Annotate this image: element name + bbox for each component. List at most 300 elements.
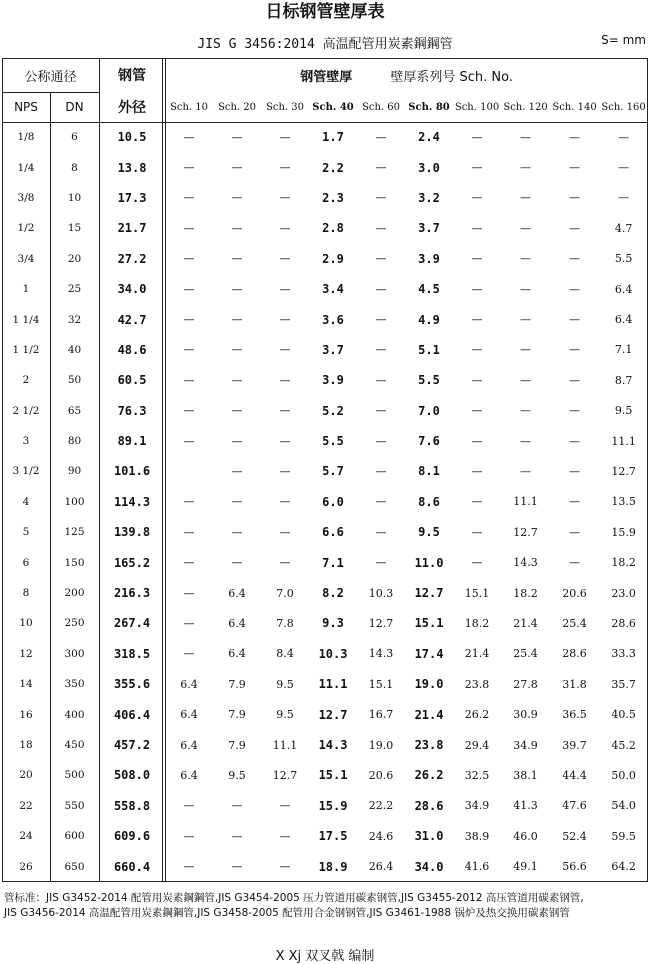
thickness-cell: — xyxy=(279,799,291,813)
column-rule xyxy=(99,58,100,882)
thickness-cell: — xyxy=(520,404,532,418)
outer-diameter-cell: 13.8 xyxy=(117,160,147,175)
row-rule xyxy=(2,122,648,123)
thickness-cell: 9.5 xyxy=(228,768,246,782)
subtitle-bar xyxy=(0,30,650,52)
thickness-cell: 15.1 xyxy=(368,677,394,691)
thickness-cell: — xyxy=(231,221,243,235)
thickness-cell: 8.4 xyxy=(276,647,294,661)
thickness-cell: — xyxy=(520,221,532,235)
thickness-cell: 28.6 xyxy=(611,616,636,630)
thickness-cell: — xyxy=(375,282,387,296)
thickness-cell: 16.7 xyxy=(368,708,394,722)
thickness-cell: — xyxy=(231,252,243,266)
thickness-cell: 21.4 xyxy=(513,616,538,630)
thickness-cell: — xyxy=(231,799,243,813)
dn-cell: 200 xyxy=(64,587,85,600)
outer-diameter-cell: 60.5 xyxy=(117,373,147,388)
thickness-cell: — xyxy=(279,464,291,478)
thickness-cell: 4.9 xyxy=(418,312,440,327)
thickness-cell: — xyxy=(183,221,195,235)
thickness-cell: — xyxy=(569,221,581,235)
thickness-cell: 33.3 xyxy=(611,647,636,661)
thickness-cell: 3.4 xyxy=(322,282,344,297)
thickness-cell: — xyxy=(569,343,581,357)
thickness-cell: — xyxy=(520,130,532,144)
dn-cell: 6 xyxy=(71,131,78,144)
thickness-cell: — xyxy=(183,434,195,448)
page-title: 日标钢管壁厚表 xyxy=(265,2,385,22)
thickness-cell: 49.1 xyxy=(513,860,538,874)
thickness-cell: — xyxy=(471,373,483,387)
thickness-cell: 3.9 xyxy=(322,373,344,388)
thickness-cell: — xyxy=(569,525,581,539)
thickness-cell: 6.4 xyxy=(180,677,198,691)
thickness-cell: 26.4 xyxy=(368,860,394,874)
thickness-cell: 11.1 xyxy=(513,495,538,509)
thickness-cell: 8.6 xyxy=(418,494,440,509)
thickness-cell: 52.4 xyxy=(562,829,587,843)
outer-diameter-header: 外径 xyxy=(118,100,147,116)
thickness-cell: — xyxy=(279,221,291,235)
thickness-cell: 7.6 xyxy=(418,434,440,449)
schedule-header: Sch. 160 xyxy=(601,101,646,113)
thickness-cell: 11.1 xyxy=(611,434,636,448)
nps-cell: 1/8 xyxy=(17,131,35,144)
thickness-cell: — xyxy=(231,191,243,205)
thickness-cell: 8.2 xyxy=(322,586,344,601)
thickness-cell: — xyxy=(471,404,483,418)
thickness-cell: 7.0 xyxy=(276,586,294,600)
schedule-header: Sch. 30 xyxy=(266,101,304,113)
thickness-cell: 28.6 xyxy=(414,798,444,813)
dn-cell: 25 xyxy=(67,283,82,296)
dn-cell: 50 xyxy=(67,374,82,387)
column-rule xyxy=(165,58,166,882)
outer-diameter-cell: 558.8 xyxy=(113,798,151,813)
thickness-cell: 15.1 xyxy=(414,616,444,631)
thickness-cell: 14.3 xyxy=(513,556,538,570)
nps-cell: 3 1/2 xyxy=(12,465,40,478)
dn-cell: 65 xyxy=(67,404,82,417)
thickness-cell: 8.1 xyxy=(418,464,440,479)
steel-pipe-header: 钢管 xyxy=(118,68,147,84)
thickness-cell: 41.6 xyxy=(464,860,490,874)
nps-cell: 2 xyxy=(22,374,30,387)
thickness-cell: — xyxy=(520,373,532,387)
thickness-cell: 19.0 xyxy=(414,677,444,692)
thickness-cell xyxy=(165,456,213,486)
thickness-cell: — xyxy=(471,191,483,205)
thickness-cell: 2.9 xyxy=(322,251,344,266)
thickness-cell: 8.7 xyxy=(614,373,633,387)
schedule-header: Sch. 100 xyxy=(454,101,500,113)
thickness-cell: 7.9 xyxy=(228,738,246,752)
dn-cell: 80 xyxy=(67,435,82,448)
thickness-cell: 2.3 xyxy=(322,190,344,205)
schedule-header: Sch. 40 xyxy=(312,101,354,113)
thickness-cell: — xyxy=(520,434,532,448)
thickness-cell: 12.7 xyxy=(414,586,444,601)
thickness-cell: 27.8 xyxy=(513,677,538,691)
outer-diameter-cell: 42.7 xyxy=(117,312,147,327)
thickness-cell: — xyxy=(231,130,243,144)
schedule-header: Sch. 80 xyxy=(408,101,450,113)
schedule-header: Sch. 10 xyxy=(170,101,208,113)
thickness-cell: — xyxy=(183,404,195,418)
thickness-cell: — xyxy=(231,434,243,448)
thickness-cell: — xyxy=(183,343,195,357)
thickness-cell: 17.5 xyxy=(318,829,348,844)
thickness-cell: 5.5 xyxy=(418,373,440,388)
thickness-cell: 32.5 xyxy=(464,768,490,782)
outer-diameter-cell: 660.4 xyxy=(113,859,151,874)
thickness-cell: — xyxy=(471,495,483,509)
thickness-cell: 14.3 xyxy=(318,738,348,752)
nps-cell: 1 xyxy=(22,283,30,296)
outer-diameter-cell: 318.5 xyxy=(113,646,151,661)
thickness-cell: 5.1 xyxy=(418,342,440,357)
nps-cell: 22 xyxy=(19,799,33,812)
dn-cell: 300 xyxy=(64,647,85,660)
thickness-cell: 2.2 xyxy=(322,160,344,175)
thickness-cell: — xyxy=(183,252,195,266)
thickness-cell: — xyxy=(231,556,243,570)
thickness-cell: — xyxy=(183,373,195,387)
thickness-cell: — xyxy=(569,495,581,509)
thickness-cell: — xyxy=(279,525,291,539)
outer-diameter-cell: 406.4 xyxy=(113,707,151,722)
outer-diameter-cell: 10.5 xyxy=(117,130,147,145)
thickness-cell: 6.6 xyxy=(322,525,344,540)
thickness-cell: 15.9 xyxy=(611,525,636,539)
nps-cell: 1/4 xyxy=(17,161,35,174)
thickness-cell: 12.7 xyxy=(272,768,298,782)
outer-diameter-cell: 267.4 xyxy=(113,616,151,631)
nps-cell: 5 xyxy=(22,526,30,539)
thickness-cell: 2.8 xyxy=(322,221,344,236)
thickness-cell: 9.5 xyxy=(614,404,633,418)
thickness-cell: 23.8 xyxy=(414,738,444,752)
thickness-cell: — xyxy=(231,860,243,874)
dn-cell: 100 xyxy=(64,495,85,508)
thickness-cell: — xyxy=(231,343,243,357)
thickness-cell: 26.2 xyxy=(464,708,490,722)
thickness-cell: — xyxy=(279,313,291,327)
nps-cell: 16 xyxy=(19,708,33,721)
nps-cell: 14 xyxy=(19,678,33,691)
thickness-cell: — xyxy=(183,586,195,600)
thickness-cell: — xyxy=(471,221,483,235)
thickness-cell: — xyxy=(375,556,387,570)
outer-diameter-cell: 114.3 xyxy=(113,494,151,509)
thickness-cell: 7.1 xyxy=(614,343,633,357)
thickness-cell: 9.5 xyxy=(418,525,440,540)
thickness-cell: — xyxy=(183,191,195,205)
thickness-cell: — xyxy=(520,252,532,266)
thickness-cell: — xyxy=(183,161,195,175)
wall-thickness-title: 钢管壁厚 xyxy=(300,69,353,85)
nps-cell: 3/8 xyxy=(17,191,35,204)
dn-header: DN xyxy=(65,100,84,114)
dn-cell: 550 xyxy=(64,799,85,812)
thickness-cell: 20.6 xyxy=(562,586,587,600)
dn-cell: 450 xyxy=(64,739,85,751)
thickness-cell: 6.4 xyxy=(228,647,246,661)
thickness-cell: — xyxy=(231,373,243,387)
thickness-cell: — xyxy=(471,525,483,539)
thickness-cell: — xyxy=(279,282,291,296)
thickness-cell: — xyxy=(279,191,291,205)
thickness-cell: 6.4 xyxy=(228,586,246,600)
thickness-cell: 64.2 xyxy=(611,860,636,874)
thickness-cell: 6.4 xyxy=(180,768,198,782)
thickness-cell: — xyxy=(471,556,483,570)
thickness-cell: 7.9 xyxy=(228,708,246,722)
thickness-cell: 54.0 xyxy=(611,799,636,813)
thickness-cell: 6.0 xyxy=(322,494,344,509)
thickness-cell: 24.6 xyxy=(368,829,394,843)
thickness-cell: 6.4 xyxy=(614,282,633,296)
thickness-cell: 34.9 xyxy=(513,738,538,752)
thickness-cell: 34.0 xyxy=(414,859,444,874)
thickness-cell: — xyxy=(231,495,243,509)
thickness-cell: 23.0 xyxy=(611,586,636,600)
thickness-cell: 12.7 xyxy=(368,616,394,630)
nps-header: NPS xyxy=(14,100,38,114)
thickness-cell: — xyxy=(279,556,291,570)
thickness-cell: 15.1 xyxy=(464,586,490,600)
thickness-cell: — xyxy=(279,495,291,509)
thickness-cell: 3.2 xyxy=(418,190,440,205)
thickness-cell: — xyxy=(520,313,532,327)
thickness-cell: — xyxy=(471,313,483,327)
thickness-cell: 9.5 xyxy=(276,708,294,722)
thickness-cell: — xyxy=(279,860,291,874)
thickness-cell: 15.1 xyxy=(318,768,348,783)
thickness-cell: — xyxy=(569,191,581,205)
dn-cell: 32 xyxy=(67,313,82,326)
thickness-cell: 18.2 xyxy=(513,586,538,600)
thickness-cell: 50.0 xyxy=(611,768,636,782)
thickness-cell: 31.0 xyxy=(414,829,444,844)
nps-cell: 8 xyxy=(22,587,30,600)
dn-cell: 500 xyxy=(64,769,85,782)
thickness-cell: — xyxy=(375,161,387,175)
thickness-cell: — xyxy=(231,464,243,478)
thickness-cell: 59.5 xyxy=(611,829,636,843)
thickness-cell: 18.9 xyxy=(318,859,348,874)
thickness-cell: — xyxy=(231,161,243,175)
row-rule xyxy=(2,92,99,93)
thickness-cell: 11.1 xyxy=(272,738,298,752)
thickness-cell: 7.0 xyxy=(418,403,440,418)
thickness-cell: — xyxy=(183,130,195,144)
nps-cell: 24 xyxy=(19,830,33,843)
outer-diameter-cell: 165.2 xyxy=(113,555,151,570)
thickness-cell: — xyxy=(279,434,291,448)
nps-cell: 1 1/2 xyxy=(12,343,40,356)
thickness-cell: 15.9 xyxy=(318,798,348,813)
nps-cell: 4 xyxy=(22,495,30,508)
thickness-cell: — xyxy=(471,161,483,175)
thickness-cell: — xyxy=(569,556,581,570)
thickness-cell: 11.1 xyxy=(318,677,348,692)
thickness-cell: — xyxy=(375,221,387,235)
thickness-cell: — xyxy=(279,373,291,387)
nps-cell: 26 xyxy=(19,860,33,873)
thickness-cell: 30.9 xyxy=(513,708,538,722)
thickness-cell: 35.7 xyxy=(611,677,636,691)
thickness-cell: 10.3 xyxy=(368,586,394,600)
outer-diameter-cell: 27.2 xyxy=(117,251,147,266)
dn-cell: 350 xyxy=(64,678,85,691)
thickness-cell: — xyxy=(375,313,387,327)
schedule-header: Sch. 120 xyxy=(503,101,548,113)
outer-diameter-cell: 89.1 xyxy=(117,434,147,449)
nps-cell: 3/4 xyxy=(17,252,35,265)
nps-cell: 6 xyxy=(22,556,30,569)
schedule-header: Sch. 20 xyxy=(218,101,256,113)
thickness-cell: 9.5 xyxy=(276,677,294,691)
dn-cell: 150 xyxy=(64,556,85,569)
thickness-cell: — xyxy=(183,556,195,570)
nps-cell: 20 xyxy=(19,769,33,782)
thickness-cell: 13.5 xyxy=(611,495,636,509)
outer-diameter-cell: 139.8 xyxy=(113,525,151,540)
thickness-cell: — xyxy=(569,282,581,296)
thickness-cell: 40.5 xyxy=(611,708,636,722)
thickness-cell: — xyxy=(375,525,387,539)
thickness-cell: — xyxy=(375,343,387,357)
dn-cell: 125 xyxy=(64,526,85,539)
thickness-cell: 7.8 xyxy=(276,616,294,630)
thickness-cell: 23.8 xyxy=(464,677,490,691)
outer-diameter-cell: 355.6 xyxy=(113,677,151,692)
thickness-cell: — xyxy=(279,404,291,418)
thickness-cell: 25.4 xyxy=(513,647,538,661)
thickness-cell: — xyxy=(618,161,630,175)
thickness-cell: — xyxy=(183,829,195,843)
thickness-cell: 4.7 xyxy=(614,221,633,235)
thickness-cell: 44.4 xyxy=(562,768,587,782)
thickness-cell: — xyxy=(231,404,243,418)
thickness-cell: 19.0 xyxy=(368,738,394,752)
thickness-cell: 46.0 xyxy=(513,829,538,843)
thickness-cell: 34.9 xyxy=(464,799,490,813)
thickness-cell: 5.7 xyxy=(322,464,344,479)
thickness-cell: 12.7 xyxy=(318,707,348,722)
thickness-cell: 29.4 xyxy=(464,738,490,752)
thickness-cell: 14.3 xyxy=(368,647,394,661)
schedule-series-title: 壁厚系列号 Sch. No. xyxy=(390,69,513,85)
thickness-cell: — xyxy=(375,495,387,509)
thickness-cell: — xyxy=(618,191,630,205)
thickness-cell: 6.4 xyxy=(180,738,198,752)
nps-cell: 10 xyxy=(19,617,33,630)
wall-thickness-header xyxy=(165,58,648,92)
thickness-cell: 56.6 xyxy=(562,860,587,874)
thickness-cell: 22.2 xyxy=(368,799,394,813)
thickness-cell: — xyxy=(279,343,291,357)
thickness-cell: 2.4 xyxy=(418,130,440,145)
thickness-cell: 3.7 xyxy=(418,221,440,236)
thickness-cell: — xyxy=(279,252,291,266)
thickness-cell: — xyxy=(471,252,483,266)
unit-label: S= mm xyxy=(601,33,646,47)
thickness-cell: — xyxy=(375,373,387,387)
thickness-cell: 39.7 xyxy=(562,738,587,752)
thickness-cell: — xyxy=(618,130,630,144)
thickness-cell: — xyxy=(569,313,581,327)
nominal-size-header: 公称通径 xyxy=(24,69,77,85)
outer-diameter-cell: 21.7 xyxy=(117,221,147,236)
standard-label: JIS G 3456:2014 高温配管用炭素鋼鋼管 xyxy=(197,37,453,52)
thickness-cell: 5.5 xyxy=(322,434,344,449)
thickness-cell: — xyxy=(183,860,195,874)
schedule-header: Sch. 140 xyxy=(552,101,597,113)
thickness-cell: 7.9 xyxy=(228,677,246,691)
thickness-cell: — xyxy=(471,434,483,448)
thickness-cell: 21.4 xyxy=(414,707,444,722)
thickness-cell: 7.1 xyxy=(322,555,344,570)
thickness-cell: — xyxy=(569,161,581,175)
thickness-cell: 4.5 xyxy=(418,282,440,297)
thickness-cell: — xyxy=(375,434,387,448)
thickness-cell: — xyxy=(520,343,532,357)
nps-cell: 2 1/2 xyxy=(12,404,40,417)
nps-cell: 1 1/4 xyxy=(12,313,40,326)
thickness-cell: — xyxy=(183,313,195,327)
thickness-cell: 6.4 xyxy=(614,313,633,327)
outer-diameter-cell: 457.2 xyxy=(113,738,151,752)
thickness-cell: 26.2 xyxy=(414,768,444,783)
thickness-cell: — xyxy=(471,282,483,296)
thickness-cell: 28.6 xyxy=(562,647,587,661)
outer-diameter-cell: 609.6 xyxy=(113,829,151,844)
thickness-cell: 25.4 xyxy=(562,616,587,630)
dn-cell: 20 xyxy=(67,252,82,265)
thickness-cell: — xyxy=(520,161,532,175)
thickness-cell: 10.3 xyxy=(318,646,348,661)
thickness-cell: 9.3 xyxy=(322,616,344,631)
dn-cell: 15 xyxy=(67,222,82,235)
dn-cell: 250 xyxy=(64,617,85,630)
outer-diameter-cell: 508.0 xyxy=(113,768,151,783)
outer-diameter-cell: 101.6 xyxy=(113,464,151,479)
thickness-cell: 17.4 xyxy=(414,646,444,661)
column-rule xyxy=(162,58,163,882)
thickness-cell: 38.1 xyxy=(513,768,538,782)
thickness-cell: 5.2 xyxy=(322,403,344,418)
thickness-cell: 11.0 xyxy=(414,555,444,570)
thickness-cell: 12.7 xyxy=(611,464,636,478)
thickness-cell: — xyxy=(569,404,581,418)
thickness-cell: 3.6 xyxy=(322,312,344,327)
dn-cell: 650 xyxy=(64,860,85,873)
thickness-cell: — xyxy=(231,313,243,327)
thickness-cell: 18.2 xyxy=(611,556,636,570)
thickness-cell: — xyxy=(375,464,387,478)
thickness-cell: — xyxy=(569,434,581,448)
thickness-cell: 6.4 xyxy=(228,616,246,630)
thickness-cell: — xyxy=(471,130,483,144)
thickness-cell: 12.7 xyxy=(513,525,538,539)
nps-cell: 3 xyxy=(22,435,30,448)
standards-note: 管标准：JIS G3452-2014 配管用炭素鋼鋼管,JIS G3454-2005 压力管道用碳素钢管,JIS G3455-2012 高压管道用碳素钢管, JIS G3456-2014 高温配管用炭素鋼鋼管,JIS G3458-2005 配管用合金钢钢管,JIS G3461-1988 锅炉及热交换用碳素钢管 xyxy=(4,892,584,919)
thickness-cell: — xyxy=(569,373,581,387)
outer-diameter-cell: 48.6 xyxy=(117,342,147,357)
